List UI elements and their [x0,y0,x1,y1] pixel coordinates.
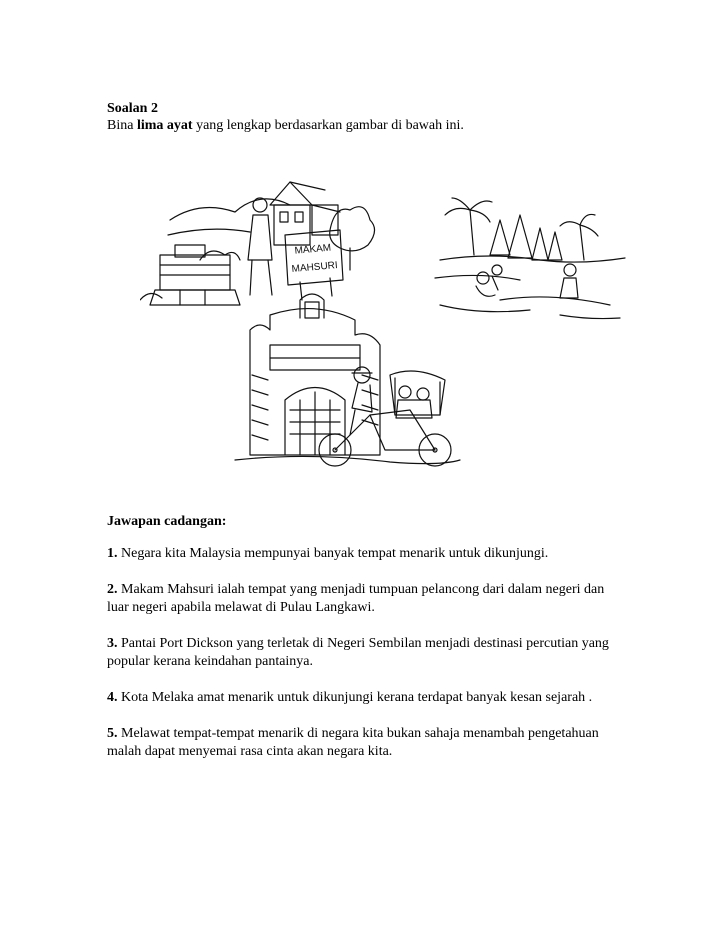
beach-scene [435,198,625,319]
answer-item [107,581,627,617]
answer-text: Makam Mahsuri ialah tempat yang menjadi tumpuan pelancong dari dalam negeri dan luar negeri apabila melawat di Pulau Langkawi. [107,582,605,615]
answer-number: 3. [107,636,118,651]
answer-item [107,725,627,761]
answer-number: 1. [107,546,118,561]
sign-text-mahsuri: MAHSURI [291,260,339,276]
answer-heading: Jawapan cadangan: [107,514,227,529]
answer-item [107,689,627,707]
answer-item [107,635,627,671]
answer-number: 2. [107,582,118,597]
sign-text-makam: MAKAM [294,242,332,257]
answer-text: Melawat tempat-tempat menarik di negara kita bukan sahaja menambah pengetahuan malah dapat menyemai rasa cinta akan negara kita. [107,726,599,759]
question-instruction [107,118,464,134]
instruction-suffix: yang lengkap berdasarkan gambar di bawah ini. [192,118,464,133]
kota-melaka-scene [235,294,460,466]
answer-text: Negara kita Malaysia mempunyai banyak tempat menarik untuk dikunjungi. [117,546,549,561]
answer-text: Pantai Port Dickson yang terletak di Negeri Sembilan menjadi destinasi percutian yang popular kerana keindahan pantainya. [107,636,609,669]
instruction-prefix: Bina [107,118,137,133]
answer-number: 5. [107,726,118,741]
answer-item [107,545,627,563]
illustration [140,160,630,490]
makam-mahsuri-scene [140,182,375,305]
answer-text: Kota Melaka amat menarik untuk dikunjungi kerana terdapat banyak kesan sejarah . [117,690,593,705]
question-title: Soalan 2 [107,101,158,116]
answer-list [107,545,627,779]
instruction-bold: lima ayat [136,118,193,133]
answer-number: 4. [107,690,118,705]
